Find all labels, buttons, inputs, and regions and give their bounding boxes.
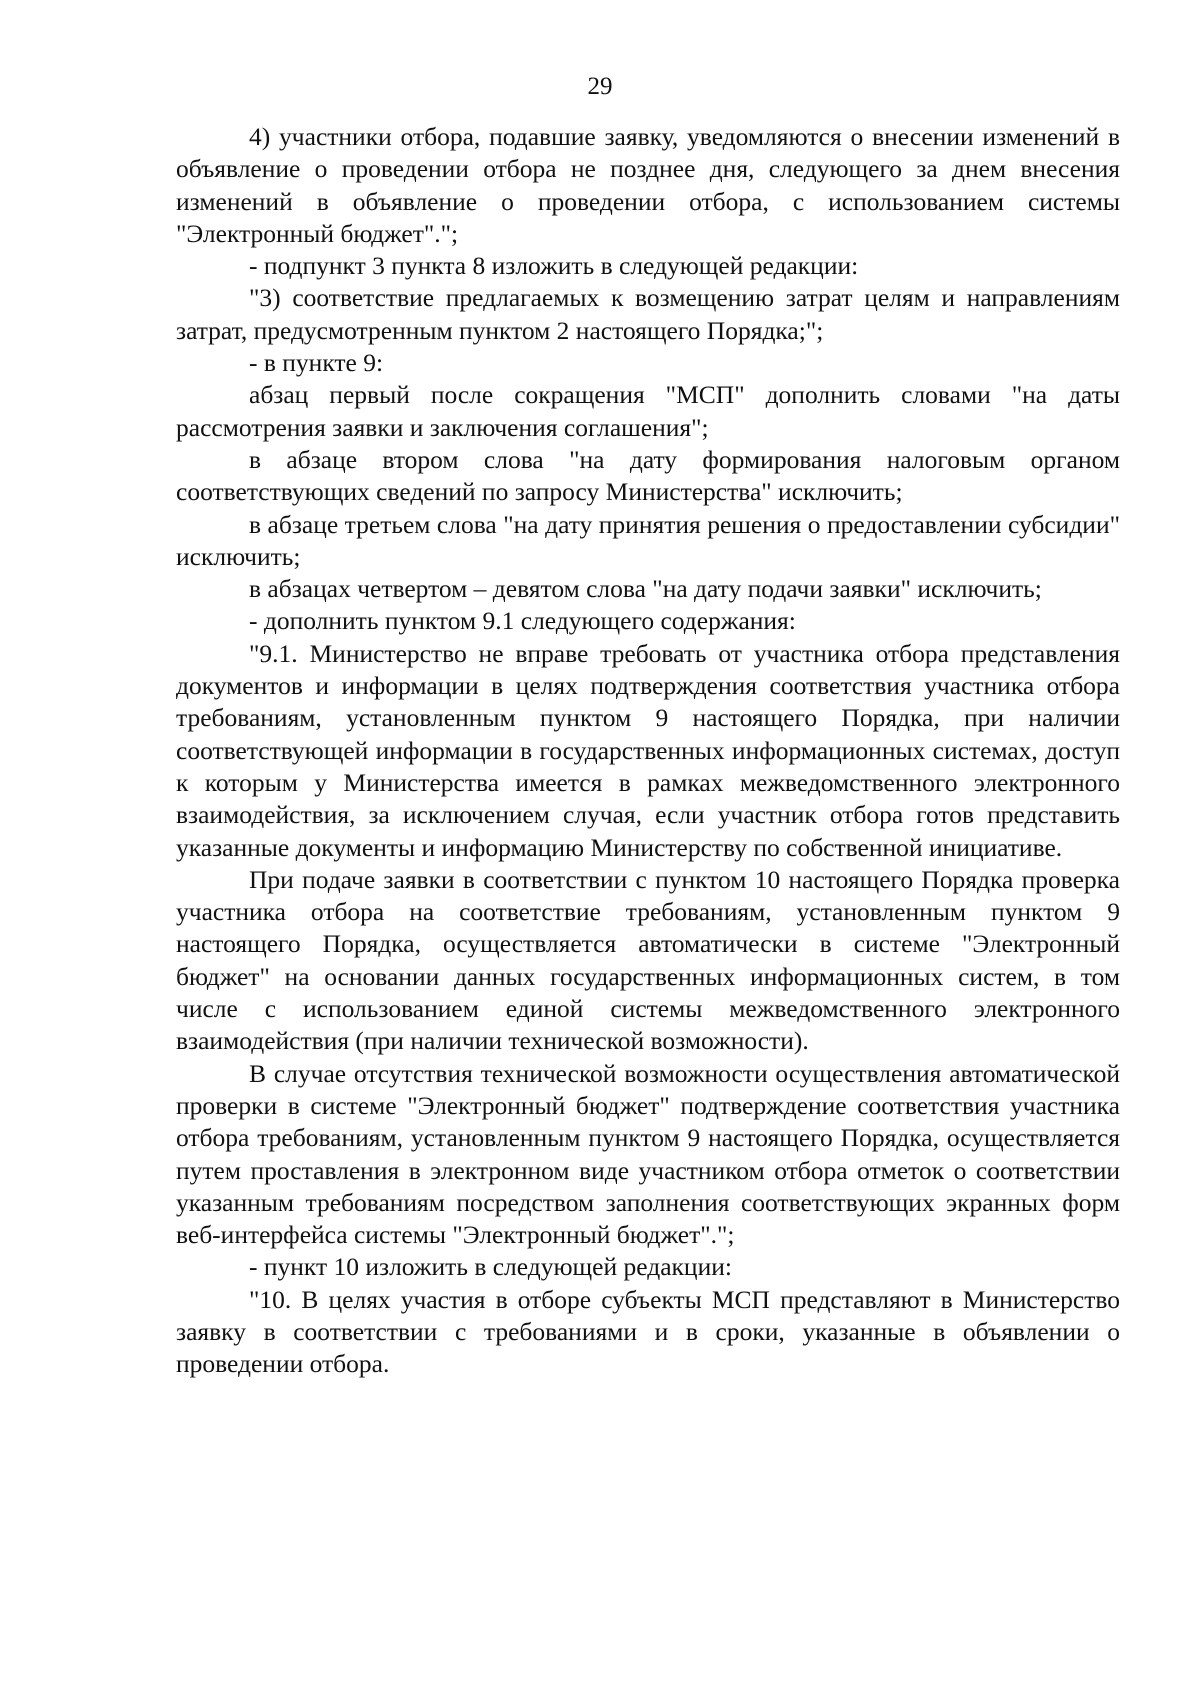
paragraph-4: - в пункте 9:	[249, 348, 384, 378]
paragraph-3: "3) соответствие предлагаемых к возмещению затрат целям и направлениям затрат, предусмотренным пунктом 2 настоящего Порядка;";	[176, 283, 1120, 345]
paragraph-13: - пункт 10 изложить в следующей редакции:	[249, 1252, 732, 1282]
paragraph-7: в абзаце третьем слова "на дату принятия решения о предоставлении субсидии" исключить;	[176, 509, 1120, 571]
paragraph-9: - дополнить пунктом 9.1 следующего содержания:	[249, 606, 796, 636]
paragraph-1: 4) участники отбора, подавшие заявку, уведомляются о внесении изменений в объявление о проведении отбора не позднее дня, следующего за днем внесения изменений в объявление о проведении отбора, с использованием системы "Электронный бюджет".";	[176, 122, 1120, 248]
paragraph-5: абзац первый после сокращения "МСП" дополнить словами "на даты рассмотрения заявки и заключения соглашения";	[176, 380, 1120, 442]
paragraph-10: "9.1. Министерство не вправе требовать от участника отбора представления документов и информации в целях подтверждения соответствия участника отбора требованиям, установленным пунктом 9 настоящего Порядка, при наличии соответствующей информации в государственных информационных системах, доступ к которым у Министерства имеется в рамках межведомственного электронного взаимодействия, за исключением случая, если участник отбора готов представить указанные документы и информацию Министерству по собственной инициативе.	[176, 638, 1120, 862]
paragraph-14: "10. В целях участия в отборе субъекты МСП представляют в Министерство заявку в соответствии с требованиями и в сроки, указанные в объявлении о проведении отбора.	[176, 1284, 1120, 1379]
paragraph-6: в абзаце втором слова "на дату формирования налоговым органом соответствующих сведений по запросу Министерства" исключить;	[176, 444, 1120, 507]
paragraph-11: При подаче заявки в соответствии с пунктом 10 настоящего Порядка проверка участника отбора на соответствие требованиям, установленным пунктом 9 настоящего Порядка, осуществляется автоматически в системе "Электронный бюджет" на основании данных государственных информационных систем, в том числе с использованием единой системы межведомственного электронного взаимодействия (при наличии технической возможности).	[176, 864, 1120, 1056]
paragraph-8: в абзацах четвертом – девятом слова "на дату подачи заявки" исключить;	[249, 574, 1042, 604]
page-number: 29	[587, 73, 613, 100]
document-body	[176, 121, 1120, 1381]
paragraph-2: - подпункт 3 пункта 8 изложить в следующей редакции:	[249, 251, 859, 281]
paragraph-12: В случае отсутствия технической возможности осуществления автоматической проверки в системе "Электронный бюджет" подтверждение соответствия участника отбора требованиям, установленным пунктом 9 настоящего Порядка, осуществляется путем проставления в электронном виде участником отбора отметок о соответствии указанным требованиям посредством заполнения соответствующих экранных форм веб-интерфейса системы "Электронный бюджет".";	[176, 1058, 1120, 1250]
